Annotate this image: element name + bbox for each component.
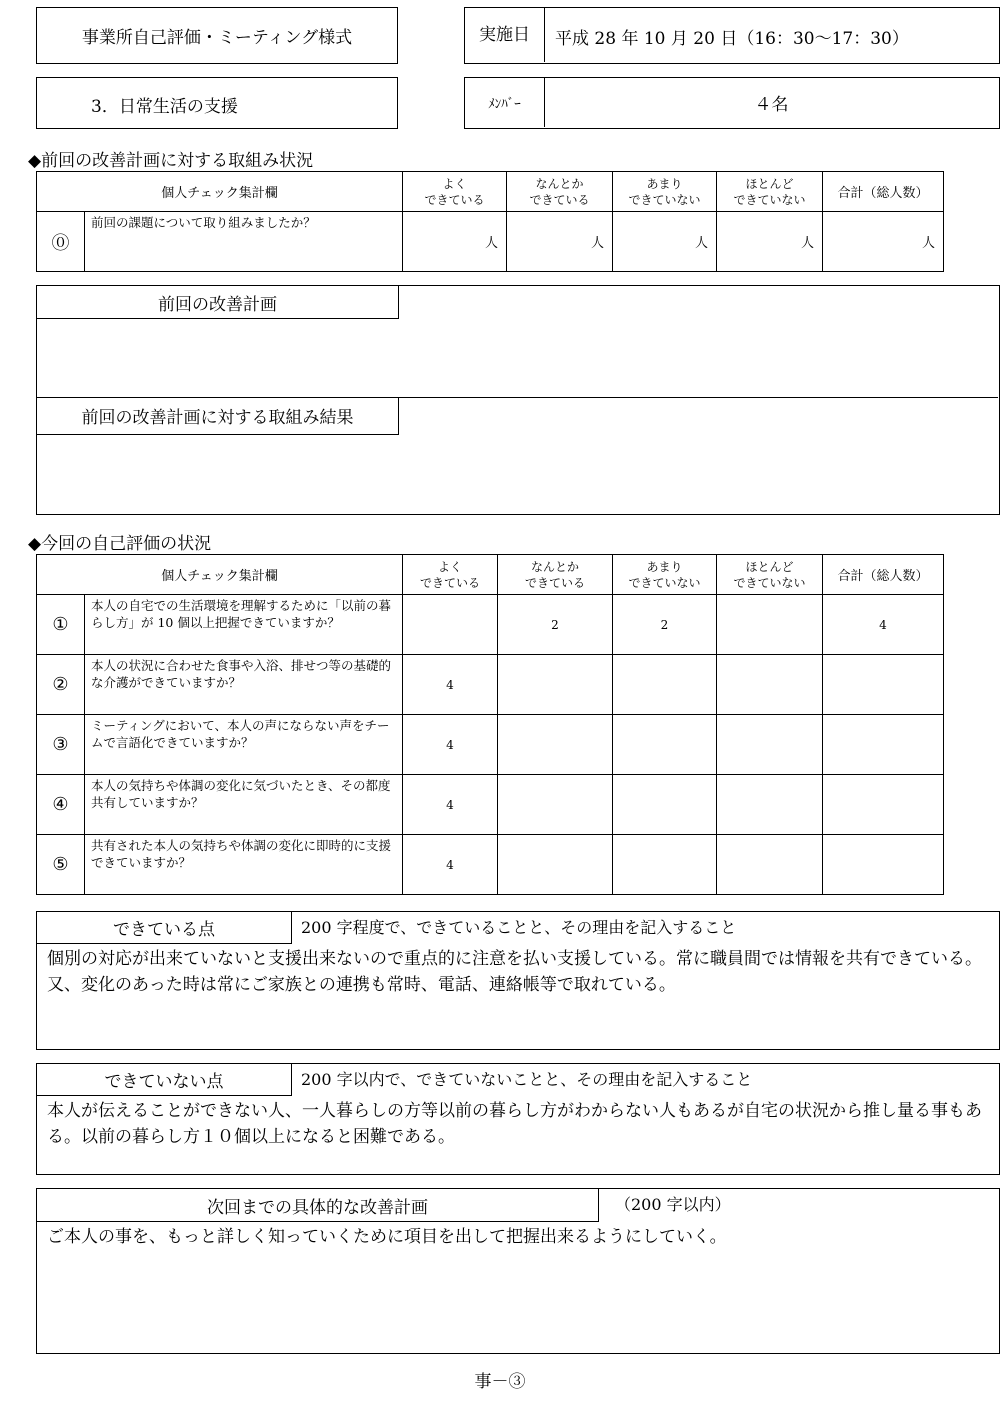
total-cell [823, 655, 944, 715]
next-plan-label: 次回までの具体的な改善計画 [37, 1189, 599, 1222]
prev-plan-label: 前回の改善計画 [37, 286, 399, 319]
unit-cell: 人 [507, 212, 613, 272]
section-title: 3．日常生活の支援 [91, 97, 238, 117]
row-number: ② [37, 655, 85, 715]
form-title: 事業所自己評価・ミーティング様式 [36, 7, 398, 64]
current-status-table [36, 554, 944, 895]
table-row [37, 655, 944, 715]
value-cell: 4 [403, 715, 498, 775]
total-cell: 4 [823, 595, 944, 655]
date-box [464, 7, 1000, 64]
bad-points-hint: 200 字以内で、できていないことと、その理由を記入すること [301, 1070, 753, 1089]
current-status-title: ◆今回の自己評価の状況 [28, 534, 212, 554]
good-points-hint: 200 字程度で、できていることと、その理由を記入すること [301, 918, 737, 937]
value-cell [717, 775, 823, 835]
bad-points-box [36, 1063, 1000, 1175]
value-cell [613, 715, 717, 775]
bad-points-text: 本人が伝えることができない人、一人暮らしの方等以前の暮らし方がわからない人もあるが自宅の状況から推し量る事もある。以前の暮らし方１０個以上になると困難である。 [47, 1101, 982, 1147]
row-question: ミーティングにおいて、本人の声にならない声をチームで言語化できていますか？ [85, 715, 403, 775]
value-cell [613, 835, 717, 895]
value-cell: 4 [403, 835, 498, 895]
col-header-not-much: あまり できていない [613, 555, 717, 595]
row-question: 本人の気持ちや体調の変化に気づいたとき、その都度共有していますか？ [85, 775, 403, 835]
prev-status-title: ◆前回の改善計画に対する取組み状況 [28, 151, 314, 171]
page-number: 事－③ [474, 1371, 526, 1392]
value-cell [717, 655, 823, 715]
col-header-hardly: ほとんど できていない [717, 172, 823, 212]
total-cell [823, 835, 944, 895]
value-cell [613, 775, 717, 835]
col-header-total: 合計（総人数） [823, 555, 944, 595]
total-cell [823, 775, 944, 835]
value-cell: 2 [498, 595, 613, 655]
table-row [37, 595, 944, 655]
prev-result-label: 前回の改善計画に対する取組み結果 [37, 397, 399, 435]
table-row [37, 835, 944, 895]
col-header-not-much: あまり できていない [613, 172, 717, 212]
row-number: ① [37, 595, 85, 655]
row-question: 共有された本人の気持ちや体調の変化に即時的に支援できていますか？ [85, 835, 403, 895]
value-cell [717, 595, 823, 655]
row-question: 前回の課題について取り組みましたか？ [85, 212, 403, 272]
col-header-main: 個人チェック集計欄 [37, 555, 403, 595]
member-label: ﾒﾝﾊﾞｰ [465, 78, 545, 127]
prev-status-table [36, 171, 944, 272]
row-number: ⓪ [37, 212, 85, 272]
value-cell [498, 715, 613, 775]
good-points-label: できている点 [37, 912, 292, 944]
col-header-somewhat: なんとか できている [507, 172, 613, 212]
value-cell [717, 835, 823, 895]
good-points-box [36, 911, 1000, 1050]
date-value: 平成 28 年 10 月 20 日（16：30〜17：30） [555, 29, 909, 49]
unit-cell: 人 [717, 212, 823, 272]
row-question: 本人の状況に合わせた食事や入浴、排せつ等の基礎的な介護ができていますか？ [85, 655, 403, 715]
value-cell: 4 [403, 655, 498, 715]
prev-plan-box [36, 285, 1000, 515]
total-cell [823, 715, 944, 775]
value-cell [717, 715, 823, 775]
unit-cell: 人 [613, 212, 717, 272]
row-number: ③ [37, 715, 85, 775]
table-row [37, 715, 944, 775]
good-points-text: 個別の対応が出来ていないと支援出来ないので重点的に注意を払い支援している。常に職員間では情報を共有できている。又、変化のあった時は常にご家族との連携も常時、電話、連絡帳等で取れている。 [47, 949, 982, 995]
next-plan-box [36, 1188, 1000, 1354]
member-box [464, 77, 1000, 129]
row-number: ④ [37, 775, 85, 835]
next-plan-hint: （200 字以内） [615, 1195, 731, 1214]
unit-cell: 人 [403, 212, 507, 272]
value-cell [498, 775, 613, 835]
value-cell [498, 655, 613, 715]
bad-points-label: できていない点 [37, 1064, 292, 1096]
col-header-total: 合計（総人数） [823, 172, 944, 212]
row-number: ⑤ [37, 835, 85, 895]
member-value: ４名 [754, 95, 789, 115]
col-header-main: 個人チェック集計欄 [37, 172, 403, 212]
col-header-very-good: よく できている [403, 555, 498, 595]
unit-cell: 人 [823, 212, 944, 272]
next-plan-text: ご本人の事を、もっと詳しく知っていくために項目を出して把握出来るようにしていく。 [47, 1227, 727, 1247]
value-cell [403, 595, 498, 655]
table-row [37, 775, 944, 835]
col-header-hardly: ほとんど できていない [717, 555, 823, 595]
value-cell [498, 835, 613, 895]
section-title-box [36, 77, 398, 129]
value-cell: 2 [613, 595, 717, 655]
col-header-very-good: よく できている [403, 172, 507, 212]
date-label: 実施日 [465, 8, 545, 62]
value-cell [613, 655, 717, 715]
row-question: 本人の自宅での生活環境を理解するために「以前の暮らし方」が 10 個以上把握できていますか？ [85, 595, 403, 655]
col-header-somewhat: なんとか できている [498, 555, 613, 595]
value-cell: 4 [403, 775, 498, 835]
